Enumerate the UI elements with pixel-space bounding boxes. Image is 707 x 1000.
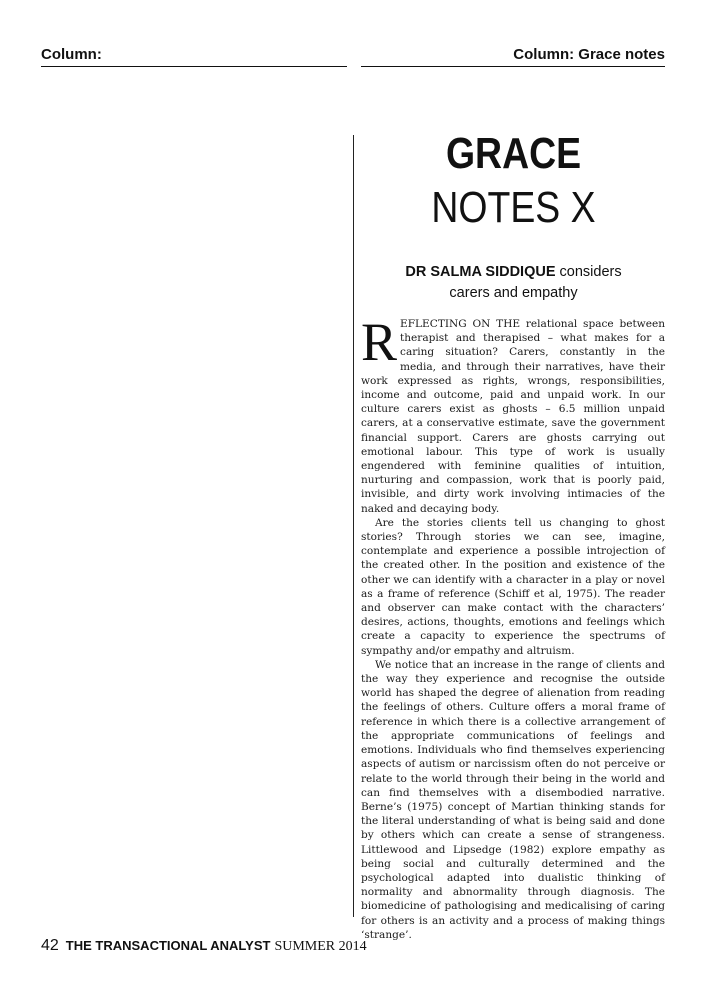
- page-number: 42: [41, 937, 59, 954]
- paragraph-3: We notice that an increase in the range of clients and the way they experience and recognise the outside world has shaped the degree of alienation from reading the feelings of others. Culture offers a moral frame of reference in which there is a collective arrangement of the appropriate communications of feelings and emotions. Individuals who find themselves experiencing aspects of autism or narcissism often do not perceive or relate to the world through their being in the world and can find themselves with a disembodied narrative. Berne’s (1975) concept of Martian thinking stands for the literal understanding of what is being said and done by others which can create a sense of strangeness. Littlewood and Lipsedge (1982) explore empathy as being social and culturally determined and the psychological adapted into dualistic thinking of normality and abnormality through diagnosis. The biomedicine of pathologising and medicalising of caring for others is an activity and a process of making things ‘strange’.: [361, 658, 665, 941]
- column-divider: [353, 135, 354, 917]
- paragraph-1-text: EFLECTING ON THE relational space between therapist and therapised – what makes for a caring situation? Carers, constantly in the media, and through their narratives, have their work expressed as rights, wrongs, responsibilities, income and outcome, paid and unpaid work. In our culture carers exist as ghosts – 6.5 million unpaid carers, at a conservative estimate, save the government financial support. Carers are ghosts carrying out emotional labour. This type of work is usually engendered with feminine qualities of intuition, nurturing and compassion, work that is poorly paid, invisible, and dirty work involving intimacies of the naked and decaying body.: [361, 318, 665, 515]
- running-header-right: Column: Grace notes: [513, 46, 665, 63]
- author-name: DR SALMA SIDDIQUE: [405, 264, 556, 280]
- article-title-line-2: NOTES X: [431, 183, 596, 232]
- paragraph-1: [361, 312, 665, 516]
- running-header-left: Column:: [41, 46, 102, 63]
- magazine-name: THE TRANSACTIONAL ANALYST: [65, 938, 271, 953]
- paragraph-2: Are the stories clients tell us changing to ghost stories? Through stories we can see, imagine, contemplate and experience a possible introjection of the created other. In the position and existence of the other we can identify with a character in a play or novel as a frame of reference (Schiff et al, 1975). The reader and observer can make contact with the characters’ desires, actions, thoughts, emotions and feelings which create a capacity to experience the spectrums of sympathy and/or empathy and altruism.: [361, 516, 665, 657]
- article-title-line-1: GRACE: [445, 129, 582, 178]
- byline: [362, 262, 665, 304]
- issue-label: SUMMER 2014: [274, 939, 367, 954]
- page-footer: [41, 937, 367, 955]
- byline-text: considers: [555, 264, 622, 280]
- article-body: [361, 312, 665, 942]
- drop-cap: R: [361, 312, 398, 372]
- header-rule-left: [41, 66, 347, 67]
- byline-subtitle: carers and empathy: [449, 285, 578, 301]
- header-rule-right: [361, 66, 665, 67]
